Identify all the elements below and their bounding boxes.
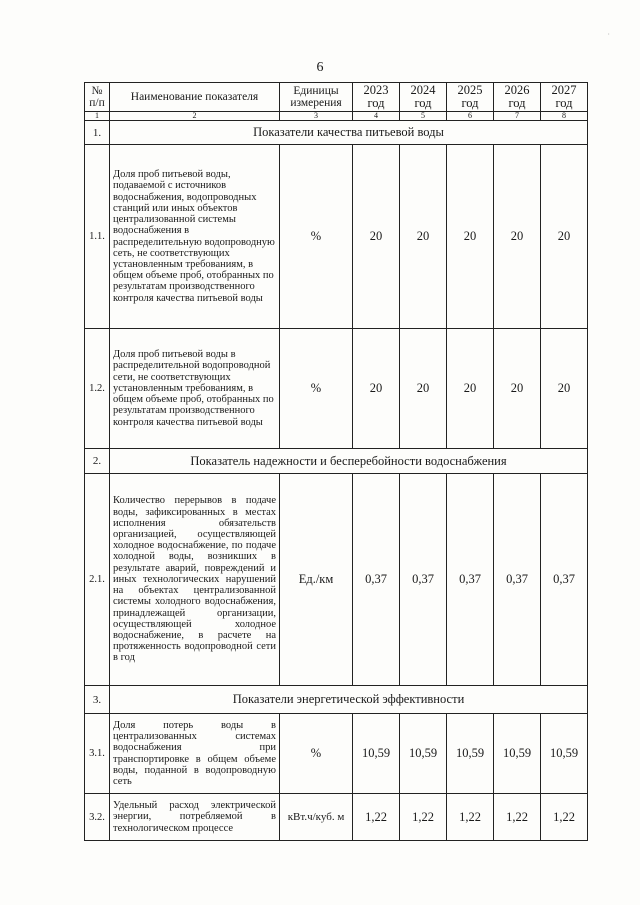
column-number: 2	[110, 112, 280, 121]
unit: %	[280, 329, 353, 449]
value-2025: 20	[447, 329, 494, 449]
section-row-3	[85, 686, 588, 714]
column-number: 1	[85, 112, 110, 121]
section-title: Показатели энергетической эффективности	[110, 686, 588, 714]
value-2024: 0,37	[400, 474, 447, 686]
header-name: Наименование показателя	[110, 83, 280, 112]
table-row	[85, 794, 588, 841]
scan-artifact: ·	[607, 30, 610, 39]
indicator-name: Количество перерывов в подаче воды, зафиксированных в местах исполнения обязательств организацией, осуществляющей холодное водоснабжение, по подаче холодной воды, возникших в результате аварий, повреждений и иных технологических нарушений на объектах централизованной системы холодного водоснабжения, принадлежащей организации, осуществляющей холодное водоснабжение, в расчете на протяженность водопроводной сети в год	[110, 474, 280, 686]
row-number: 1.2.	[85, 329, 110, 449]
value-2023: 20	[353, 329, 400, 449]
indicator-name: Доля проб питьевой воды, подаваемой с источников водоснабжения, водопроводных станций или иных объектов централизованной системы водоснабжения в распределительную водопроводную сеть, не соответствующих установленным требованиям, в общем объеме проб, отобранных по результатам производственного контроля качества питьевой воды	[110, 145, 280, 329]
section-number: 2.	[85, 449, 110, 474]
section-number: 1.	[85, 121, 110, 145]
row-number: 2.1.	[85, 474, 110, 686]
section-title: Показатель надежности и бесперебойности водоснабжения	[110, 449, 588, 474]
row-number: 3.1.	[85, 714, 110, 794]
value-2024: 1,22	[400, 794, 447, 841]
header-year-2023: 2023 год	[353, 83, 400, 112]
table-row	[85, 474, 588, 686]
header-unit: Единицы измерения	[280, 83, 353, 112]
value-2027: 10,59	[541, 714, 588, 794]
column-number: 8	[541, 112, 588, 121]
table-row	[85, 714, 588, 794]
value-2026: 0,37	[494, 474, 541, 686]
unit: %	[280, 714, 353, 794]
value-2024: 20	[400, 145, 447, 329]
column-number: 7	[494, 112, 541, 121]
unit: кВт.ч/куб. м	[280, 794, 353, 841]
column-number: 5	[400, 112, 447, 121]
section-row-2	[85, 449, 588, 474]
table-row	[85, 145, 588, 329]
value-2027: 20	[541, 145, 588, 329]
value-2026: 1,22	[494, 794, 541, 841]
unit: Ед./км	[280, 474, 353, 686]
column-number: 4	[353, 112, 400, 121]
value-2024: 20	[400, 329, 447, 449]
page-number: 6	[316, 60, 324, 75]
column-number-row	[85, 112, 588, 121]
indicators-table	[84, 82, 588, 841]
section-number: 3.	[85, 686, 110, 714]
header-year-2025: 2025 год	[447, 83, 494, 112]
section-title: Показатели качества питьевой воды	[110, 121, 588, 145]
value-2026: 20	[494, 145, 541, 329]
column-number: 3	[280, 112, 353, 121]
value-2026: 10,59	[494, 714, 541, 794]
indicator-name: Доля потерь воды в централизованных системах водоснабжения при транспортировке в общем объеме воды, поданной в водопроводную сеть	[110, 714, 280, 794]
value-2025: 1,22	[447, 794, 494, 841]
section-row-1	[85, 121, 588, 145]
header-year-2024: 2024 год	[400, 83, 447, 112]
header-year-2026: 2026 год	[494, 83, 541, 112]
value-2026: 20	[494, 329, 541, 449]
value-2023: 1,22	[353, 794, 400, 841]
value-2025: 10,59	[447, 714, 494, 794]
header-row	[85, 83, 588, 112]
row-number: 3.2.	[85, 794, 110, 841]
value-2025: 20	[447, 145, 494, 329]
value-2023: 0,37	[353, 474, 400, 686]
indicator-name: Доля проб питьевой воды в распределительной водопроводной сети, не соответствующих установленным требованиям, в общем объеме проб, отобранных по результатам производственного контроля качества питьевой воды	[110, 329, 280, 449]
value-2025: 0,37	[447, 474, 494, 686]
value-2027: 1,22	[541, 794, 588, 841]
column-number: 6	[447, 112, 494, 121]
value-2023: 20	[353, 145, 400, 329]
unit: %	[280, 145, 353, 329]
header-year-2027: 2027 год	[541, 83, 588, 112]
value-2027: 0,37	[541, 474, 588, 686]
value-2027: 20	[541, 329, 588, 449]
header-num: № п/п	[85, 83, 110, 112]
table-row	[85, 329, 588, 449]
value-2024: 10,59	[400, 714, 447, 794]
indicator-name: Удельный расход электрической энергии, потребляемой в технологическом процессе	[110, 794, 280, 841]
value-2023: 10,59	[353, 714, 400, 794]
row-number: 1.1.	[85, 145, 110, 329]
